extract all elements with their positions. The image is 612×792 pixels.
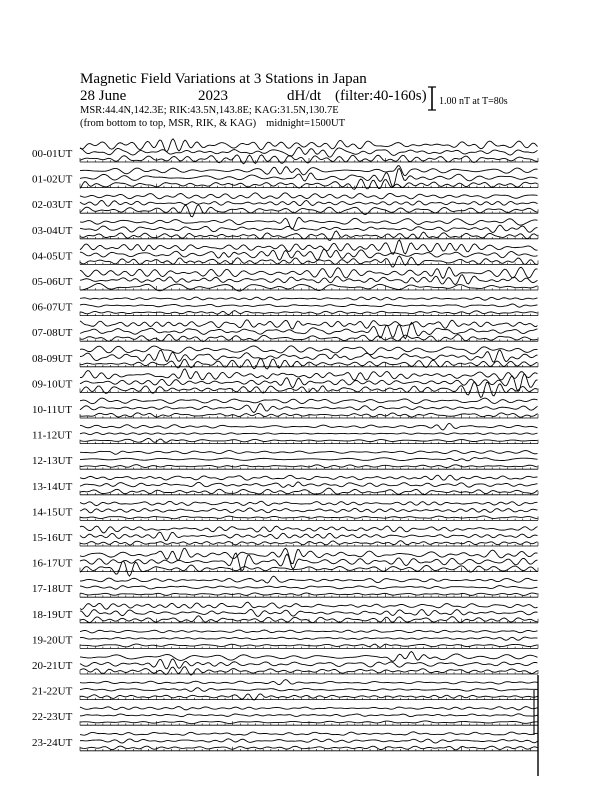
trace-rik xyxy=(80,275,538,285)
trace-rik xyxy=(80,508,538,513)
trace-kag xyxy=(80,602,538,609)
hour-label: 22-23UT xyxy=(32,711,73,724)
hour-row xyxy=(32,423,538,443)
hour-label: 11-12UT xyxy=(32,429,72,442)
hour-label: 15-16UT xyxy=(32,532,73,544)
trace-kag xyxy=(80,139,538,152)
hour-label: 21-22UT xyxy=(32,685,73,698)
hour-row xyxy=(32,602,538,623)
hour-label: 09-10UT xyxy=(32,378,73,391)
filter-label: (filter:40-160s) xyxy=(335,88,427,104)
trace-rik xyxy=(80,659,538,669)
hour-row xyxy=(32,139,538,164)
quantity-label: dH/dt xyxy=(287,88,322,104)
hour-label: 18-19UT xyxy=(32,608,73,621)
scale-bar xyxy=(428,87,436,110)
hour-label: 07-08UT xyxy=(32,327,73,340)
trace-kag xyxy=(80,369,538,380)
hour-label: 13-14UT xyxy=(32,480,73,493)
midnight-note: midnight=1500UT xyxy=(266,118,346,129)
hour-label: 20-21UT xyxy=(32,660,73,672)
trace-rik xyxy=(80,532,538,541)
trace-rik xyxy=(80,458,538,461)
trace-kag xyxy=(80,680,538,685)
hour-label: 05-06UT xyxy=(32,276,73,288)
trace-kag xyxy=(80,423,538,430)
trace-rik xyxy=(80,637,538,640)
hour-row xyxy=(32,193,538,217)
hour-label: 04-05UT xyxy=(32,250,73,263)
trace-kag xyxy=(80,217,538,229)
hour-row xyxy=(32,475,538,495)
trace-kag xyxy=(80,526,538,533)
hour-label: 03-04UT xyxy=(32,224,73,237)
date-year: 2023 xyxy=(198,88,228,104)
hour-row xyxy=(32,501,538,520)
trace-kag xyxy=(80,346,538,355)
trace-kag xyxy=(80,732,538,735)
trace-msr xyxy=(80,256,538,267)
trace-rik xyxy=(80,404,538,413)
trace-rik xyxy=(80,200,538,206)
hour-label: 16-17UT xyxy=(32,557,73,570)
station-coordinates: MSR:44.4N,142.3E; RIK:43.5N,143.8E; KAG:31.5N,130.7E xyxy=(80,105,339,116)
trace-kag xyxy=(80,501,538,505)
trace-kag xyxy=(80,193,538,199)
scale-bar-label: 1.00 nT at T=80s xyxy=(439,96,508,107)
order-note: (from bottom to top, MSR, RIK, & KAG) xyxy=(80,118,257,129)
hour-row xyxy=(32,297,538,316)
hour-label: 17-18UT xyxy=(32,583,73,596)
hour-label: 19-20UT xyxy=(32,634,73,647)
chart-title: Magnetic Field Variations at 3 Stations in Japan xyxy=(80,71,367,87)
hour-row xyxy=(32,451,538,470)
trace-rik xyxy=(80,586,538,590)
hour-label: 00-01UT xyxy=(32,148,73,160)
trace-kag xyxy=(80,630,538,633)
hour-row xyxy=(32,320,538,342)
hour-row xyxy=(32,166,538,190)
trace-rik xyxy=(80,225,538,232)
trace-rik xyxy=(80,688,538,692)
trace-kag xyxy=(80,475,538,480)
trace-kag xyxy=(80,652,538,662)
hour-row xyxy=(32,217,538,240)
hour-row xyxy=(32,267,538,291)
hour-label: 10-11UT xyxy=(32,404,72,416)
trace-rik xyxy=(80,714,538,717)
hour-row xyxy=(32,548,538,576)
trace-kag xyxy=(80,267,538,278)
hour-label: 06-07UT xyxy=(32,301,73,314)
trace-kag xyxy=(80,707,538,710)
hour-row xyxy=(32,680,538,700)
hour-label: 12-13UT xyxy=(32,455,73,468)
trace-rik xyxy=(80,147,538,157)
trace-rik xyxy=(80,433,538,435)
hour-row xyxy=(32,732,538,751)
hour-row xyxy=(32,240,538,267)
hour-row xyxy=(32,398,538,418)
trace-kag xyxy=(80,297,538,300)
trace-kag xyxy=(80,320,538,329)
trace-rik xyxy=(80,739,538,743)
trace-rik xyxy=(80,350,538,362)
hour-label: 02-03UT xyxy=(32,199,73,212)
hour-label: 23-24UT xyxy=(32,736,73,749)
hour-row xyxy=(32,346,538,369)
hour-row xyxy=(32,630,538,648)
trace-kag xyxy=(80,398,538,404)
hour-row xyxy=(32,526,538,546)
trace-kag xyxy=(80,451,538,455)
date-day: 28 June xyxy=(80,88,127,104)
hour-label: 08-09UT xyxy=(32,352,73,365)
trace-rik xyxy=(80,482,538,487)
hour-row xyxy=(32,369,538,398)
hour-label: 01-02UT xyxy=(32,173,73,186)
trace-rik xyxy=(80,609,538,616)
hour-row xyxy=(32,576,538,597)
hour-rows xyxy=(32,139,538,751)
hour-row xyxy=(32,707,538,726)
hour-row xyxy=(32,652,538,676)
trace-rik xyxy=(80,304,538,307)
hour-label: 14-15UT xyxy=(32,506,73,519)
trace-kag xyxy=(80,576,538,583)
